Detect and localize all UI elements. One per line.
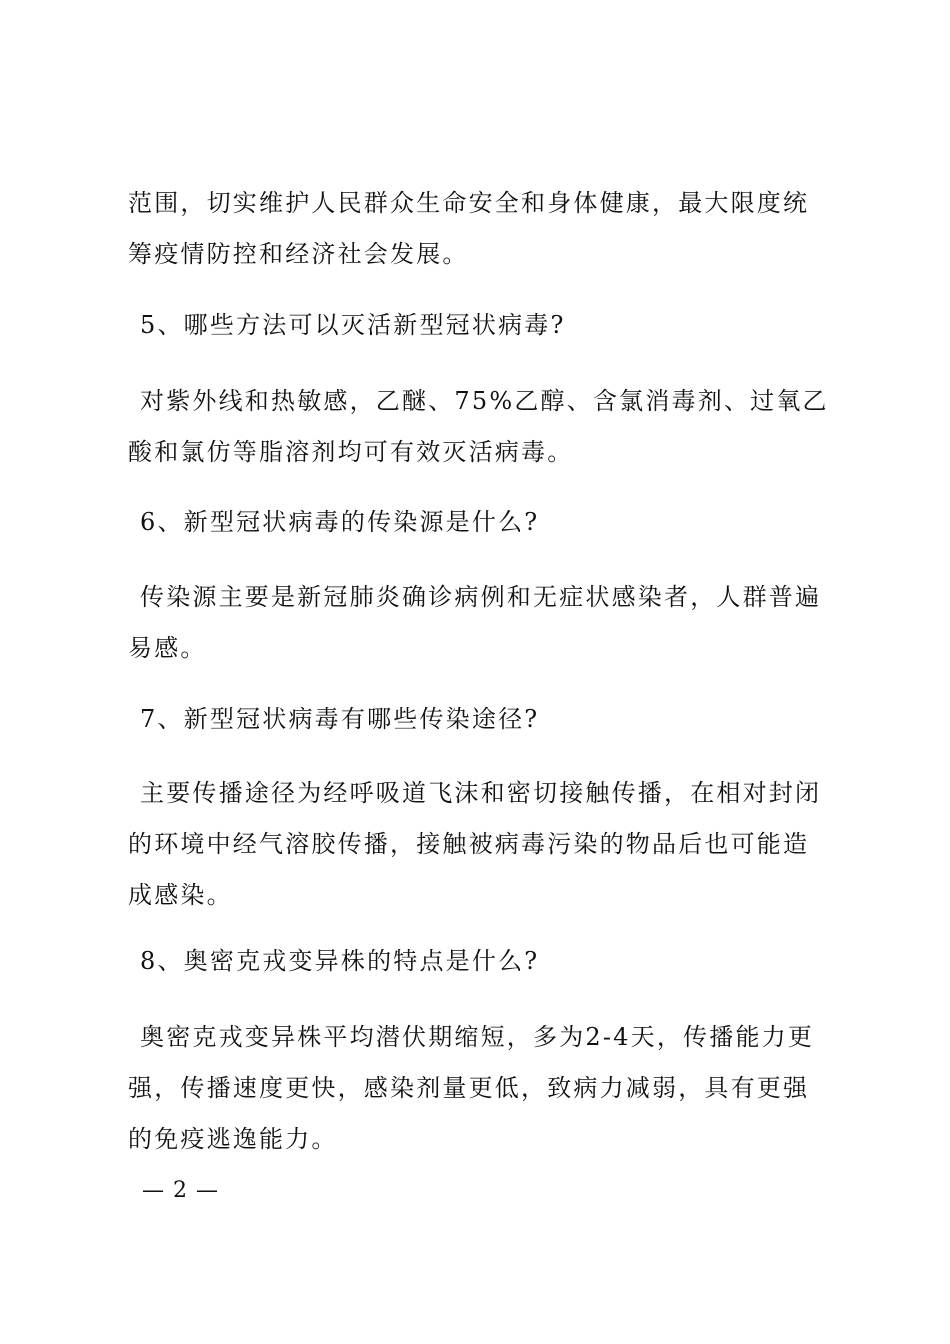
answer-5-paragraph: 对紫外线和热敏感，乙醚、75%乙醇、含氯消毒剂、过氧乙酸和氯仿等脂溶剂均可有效灭活病毒。 [128,387,829,466]
answer-8-paragraph: 奥密克戎变异株平均潜伏期缩短，多为2-4天，传播能力更强，传播速度更快，感染剂量更低，致病力减弱，具有更强的免疫逃逸能力。 [128,1023,815,1153]
answer-6-paragraph: 传染源主要是新冠肺炎确诊病例和无症状感染者，人群普遍易感。 [128,583,822,662]
question-8-heading: 8、奥密克戎变异株的特点是什么? [140,947,540,975]
question-5-heading: 5、哪些方法可以灭活新型冠状病毒? [140,311,566,339]
question-7-heading: 7、新型冠状病毒有哪些传染途径? [140,705,540,733]
answer-7-paragraph: 主要传播途径为经呼吸道飞沫和密切接触传播，在相对封闭的环境中经气溶胶传播，接触被病毒污染的物品后也可能造成感染。 [128,779,822,909]
question-6-heading: 6、新型冠状病毒的传染源是什么? [140,508,540,536]
paragraph-intro-continuation: 范围，切实维护人民群众生命安全和身体健康，最大限度统筹疫情防控和经济社会发展。 [128,189,810,268]
page-number: — 2 — [142,1178,219,1203]
